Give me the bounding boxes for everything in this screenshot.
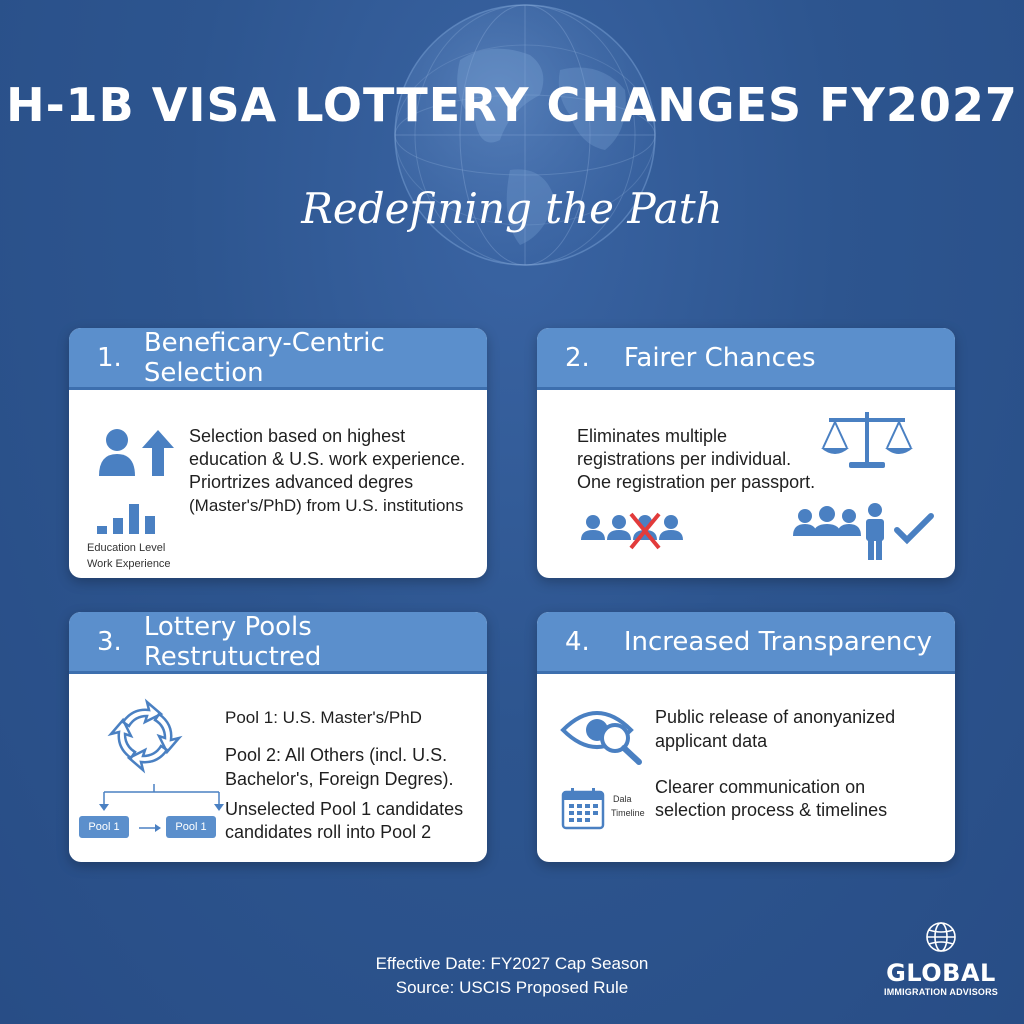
card-text-line: education & U.S. work experience. — [189, 449, 466, 469]
effective-date: Effective Date: FY2027 Cap Season — [375, 954, 649, 973]
logo — [878, 920, 1004, 997]
card-heading: Increased Transparency — [623, 626, 933, 657]
card-number: 1. — [97, 342, 122, 373]
chart-label-work: Work Experience — [87, 558, 171, 570]
card-text-line: One registration per passport. — [577, 472, 816, 492]
globe-graphic — [380, 0, 670, 290]
calendar-icon — [561, 786, 607, 832]
card-text-line: registrations per individual. — [577, 449, 792, 469]
calendar-label: Timeline — [611, 808, 645, 818]
card-number: 2. — [565, 342, 590, 373]
logo-tagline: IMMIGRATION ADVISORS — [884, 987, 998, 997]
pool-box: Pool 1 — [166, 816, 216, 838]
card-fairer-chances — [537, 328, 955, 578]
card-number: 4. — [565, 626, 590, 657]
transparency-text: applicant data — [655, 731, 768, 751]
card-text-line: Eliminates multiple — [577, 426, 728, 446]
logo-name: GLOBAL — [886, 959, 996, 987]
pool-2-text: Pool 2: All Others (incl. U.S. — [225, 745, 448, 765]
card-number: 3. — [97, 626, 122, 657]
scales-icon — [819, 408, 915, 472]
transparency-text: Clearer communication on — [655, 777, 866, 797]
cycle-arrows-icon — [103, 694, 187, 778]
bar-chart-icon — [97, 500, 167, 534]
rollover-text: Unselected Pool 1 candidates — [225, 799, 464, 819]
person-up-arrow-icon — [97, 426, 177, 480]
globe-logo-icon — [924, 920, 958, 954]
card-text-line: (Master's/PhD) from U.S. institutions — [189, 496, 464, 515]
card-heading: Lottery Pools Restrutuctred — [143, 612, 322, 672]
card-header — [69, 612, 487, 674]
single-registration-group-icon — [793, 502, 938, 562]
card-beneficiary-selection — [69, 328, 487, 578]
card-heading: Beneficary-Centric Selection — [143, 328, 385, 388]
card-text-line: Priortrizes advanced degres — [189, 472, 414, 492]
card-header — [537, 328, 955, 390]
eye-magnifier-icon — [559, 700, 651, 766]
card-lottery-pools — [69, 612, 487, 862]
footer — [0, 952, 1024, 1000]
card-transparency — [537, 612, 955, 862]
rollover-text: candidates roll into Pool 2 — [225, 822, 432, 842]
pool-1-text: Pool 1: U.S. Master's/PhD — [225, 708, 422, 727]
card-heading: Fairer Chances — [623, 342, 816, 373]
card-header — [69, 328, 487, 390]
page-title: H-1B VISA LOTTERY CHANGES FY2027 — [6, 78, 1018, 132]
transparency-text: selection process & timelines — [655, 800, 888, 820]
chart-label-education: Education Level — [87, 542, 166, 554]
crossed-out-group-icon — [581, 510, 691, 552]
pool-2-text: Bachelor's, Foreign Degres). — [225, 769, 454, 789]
transparency-text: Public release of anonyanized — [655, 707, 896, 727]
page-subtitle: Redefining the Path — [301, 184, 723, 233]
card-header — [537, 612, 955, 674]
calendar-label: Dala — [613, 794, 632, 804]
card-text-line: Selection based on highest — [189, 426, 406, 446]
pool-box: Pool 1 — [79, 816, 129, 838]
source-note: Source: USCIS Proposed Rule — [395, 978, 629, 997]
